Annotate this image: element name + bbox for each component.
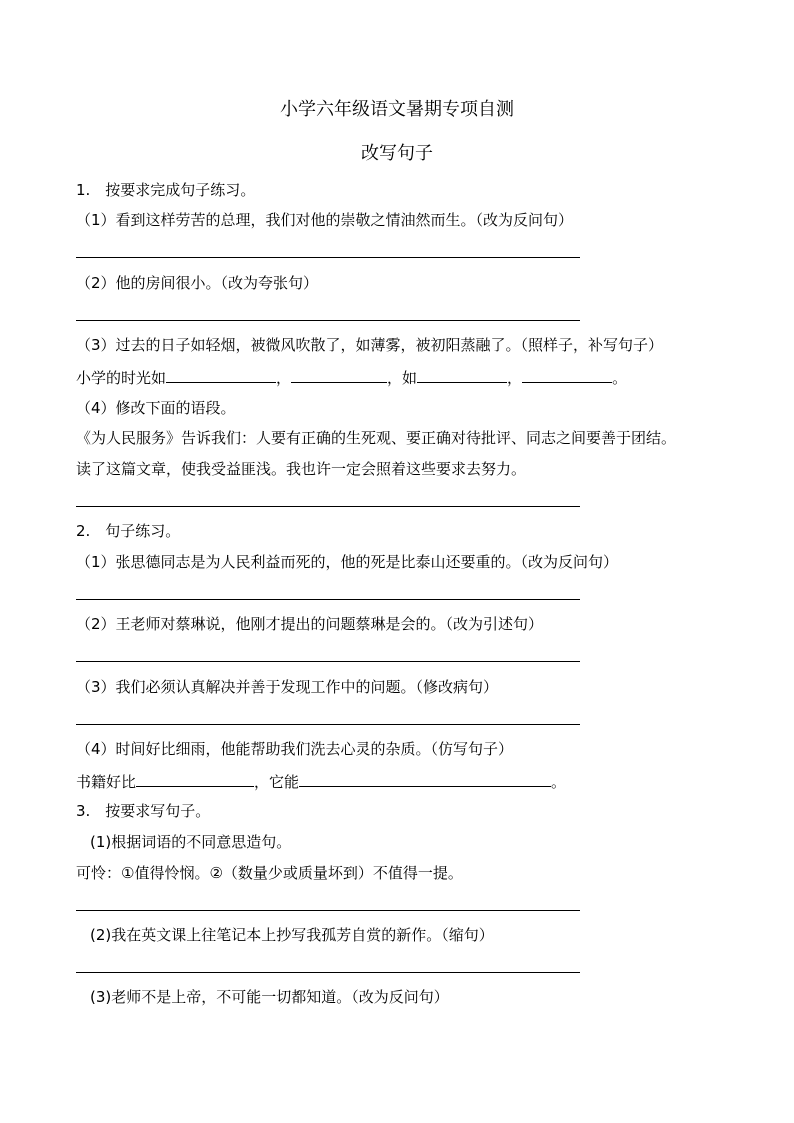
s3-question-2: (2)我在英文课上往笔记本上抄写我孤芳自赏的新作。（缩句） [90, 926, 494, 944]
s3-question-1: (1)根据词语的不同意思造句。 [90, 833, 292, 851]
fill-blank[interactable] [136, 771, 254, 787]
answer-line [76, 599, 580, 600]
fill-blank[interactable] [299, 771, 551, 787]
s1-question-1: （1）看到这样劳苦的总理，我们对他的崇敬之情油然而生。（改为反问句） [76, 211, 574, 229]
fill-text: ， [276, 369, 292, 387]
s3-q1-definition: 可怜：①值得怜悯。②（数量少或质量坏到）不值得一提。 [76, 864, 463, 882]
fill-text: 书籍好比 [76, 773, 137, 791]
s2-q4-fill-sentence [76, 771, 566, 792]
fill-text: ， [507, 369, 523, 387]
fill-text: ，它能 [254, 773, 300, 791]
fill-blank[interactable] [291, 367, 387, 383]
s1-q3-fill-sentence [76, 367, 627, 388]
answer-line [76, 724, 580, 725]
answer-line [76, 257, 580, 258]
s2-question-3: （3）我们必须认真解决并善于发现工作中的问题。（修改病句） [76, 678, 499, 696]
section-2-heading: 2. 句子练习。 [76, 522, 181, 540]
answer-line [76, 910, 580, 911]
s3-question-3: (3)老师不是上帝，不可能一切都知道。（改为反问句） [90, 988, 449, 1006]
section-3-heading: 3. 按要求写句子。 [76, 802, 211, 820]
s1-question-4: （4）修改下面的语段。 [76, 399, 236, 417]
page-subtitle: 改写句子 [361, 143, 433, 164]
s2-question-2: （2）王老师对蔡琳说，他刚才提出的问题蔡琳是会的。（改为引述句） [76, 615, 544, 633]
fill-text: 。 [551, 773, 567, 791]
fill-text: ，如 [387, 369, 418, 387]
answer-line [76, 661, 580, 662]
section-1-heading: 1. 按要求完成句子练习。 [76, 181, 256, 199]
s1-q4-passage-line-1: 《为人民服务》告诉我们：人要有正确的生死观、要正确对待批评、同志之间要善于团结。 [76, 429, 677, 447]
answer-line [76, 320, 580, 321]
s2-question-4: （4）时间好比细雨，他能帮助我们洗去心灵的杂质。（仿写句子） [76, 740, 514, 758]
fill-text: 。 [612, 369, 628, 387]
fill-blank[interactable] [417, 367, 507, 383]
fill-blank[interactable] [522, 367, 612, 383]
answer-line [76, 972, 580, 973]
page-title: 小学六年级语文暑期专项自测 [280, 99, 514, 120]
s1-q4-passage-line-2: 读了这篇文章，使我受益匪浅。我也许一定会照着这些要求去努力。 [76, 460, 527, 478]
s1-question-2: （2）他的房间很小。（改为夸张句） [76, 274, 319, 292]
fill-blank[interactable] [166, 367, 276, 383]
fill-text: 小学的时光如 [76, 369, 167, 387]
s2-question-1: （1）张思德同志是为人民利益而死的，他的死是比泰山还要重的。（改为反问句） [76, 553, 619, 571]
answer-line [76, 506, 580, 507]
s1-question-3: （3）过去的日子如轻烟，被微风吹散了，如薄雾，被初阳蒸融了。（照样子，补写句子） [76, 336, 664, 354]
